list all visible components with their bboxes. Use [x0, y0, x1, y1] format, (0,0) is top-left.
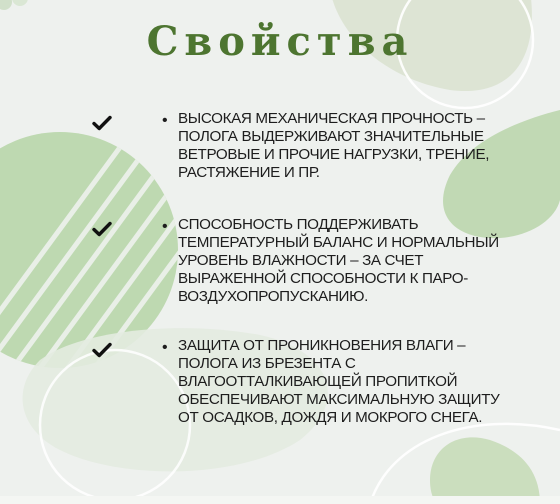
- bottom-right-blob: [430, 437, 540, 504]
- checkmark-icon: [92, 221, 112, 237]
- corner-dot-decoration: [0, 0, 12, 10]
- checkmark-icon: [92, 115, 112, 131]
- item-text: СПОСОБНОСТЬ ПОДДЕРЖИВАТЬ ТЕМПЕРАТУРНЫЙ БАЛАНС И НОРМАЛЬНЫЙ УРОВЕНЬ ВЛАЖНОСТИ – ЗА СЧЕТ ВЫРАЖЕННОЙ СПОСОБНОСТИ К ПАРО-ВОЗДУХОПРОПУСКАНИЮ.: [178, 216, 499, 305]
- item-text: ВЫСОКАЯ МЕХАНИЧЕСКАЯ ПРОЧНОСТЬ – ПОЛОГА ВЫДЕРЖИВАЮТ ЗНАЧИТЕЛЬНЫЕ ВЕТРОВЫЕ И ПРОЧИЕ НАГРУЗКИ, ТРЕНИЕ, РАСТЯЖЕНИЕ И ПР.: [178, 110, 490, 181]
- checkmark-icon: [92, 342, 112, 358]
- bullet-marker: •: [162, 112, 168, 129]
- bullet-marker: •: [162, 218, 168, 235]
- page-title: Свойства: [146, 18, 414, 65]
- item-text: ЗАЩИТА ОТ ПРОНИКНОВЕНИЯ ВЛАГИ – ПОЛОГА ИЗ БРЕЗЕНТА С ВЛАГООТТАЛКИВАЮЩЕЙ ПРОПИТКОЙ ОБЕСПЕЧИВАЮТ МАКСИМАЛЬНУЮ ЗАЩИТУ ОТ ОСАДКОВ, ДОЖДЯ И МОКРОГО СНЕГА.: [178, 337, 500, 426]
- bullet-marker: •: [162, 339, 168, 356]
